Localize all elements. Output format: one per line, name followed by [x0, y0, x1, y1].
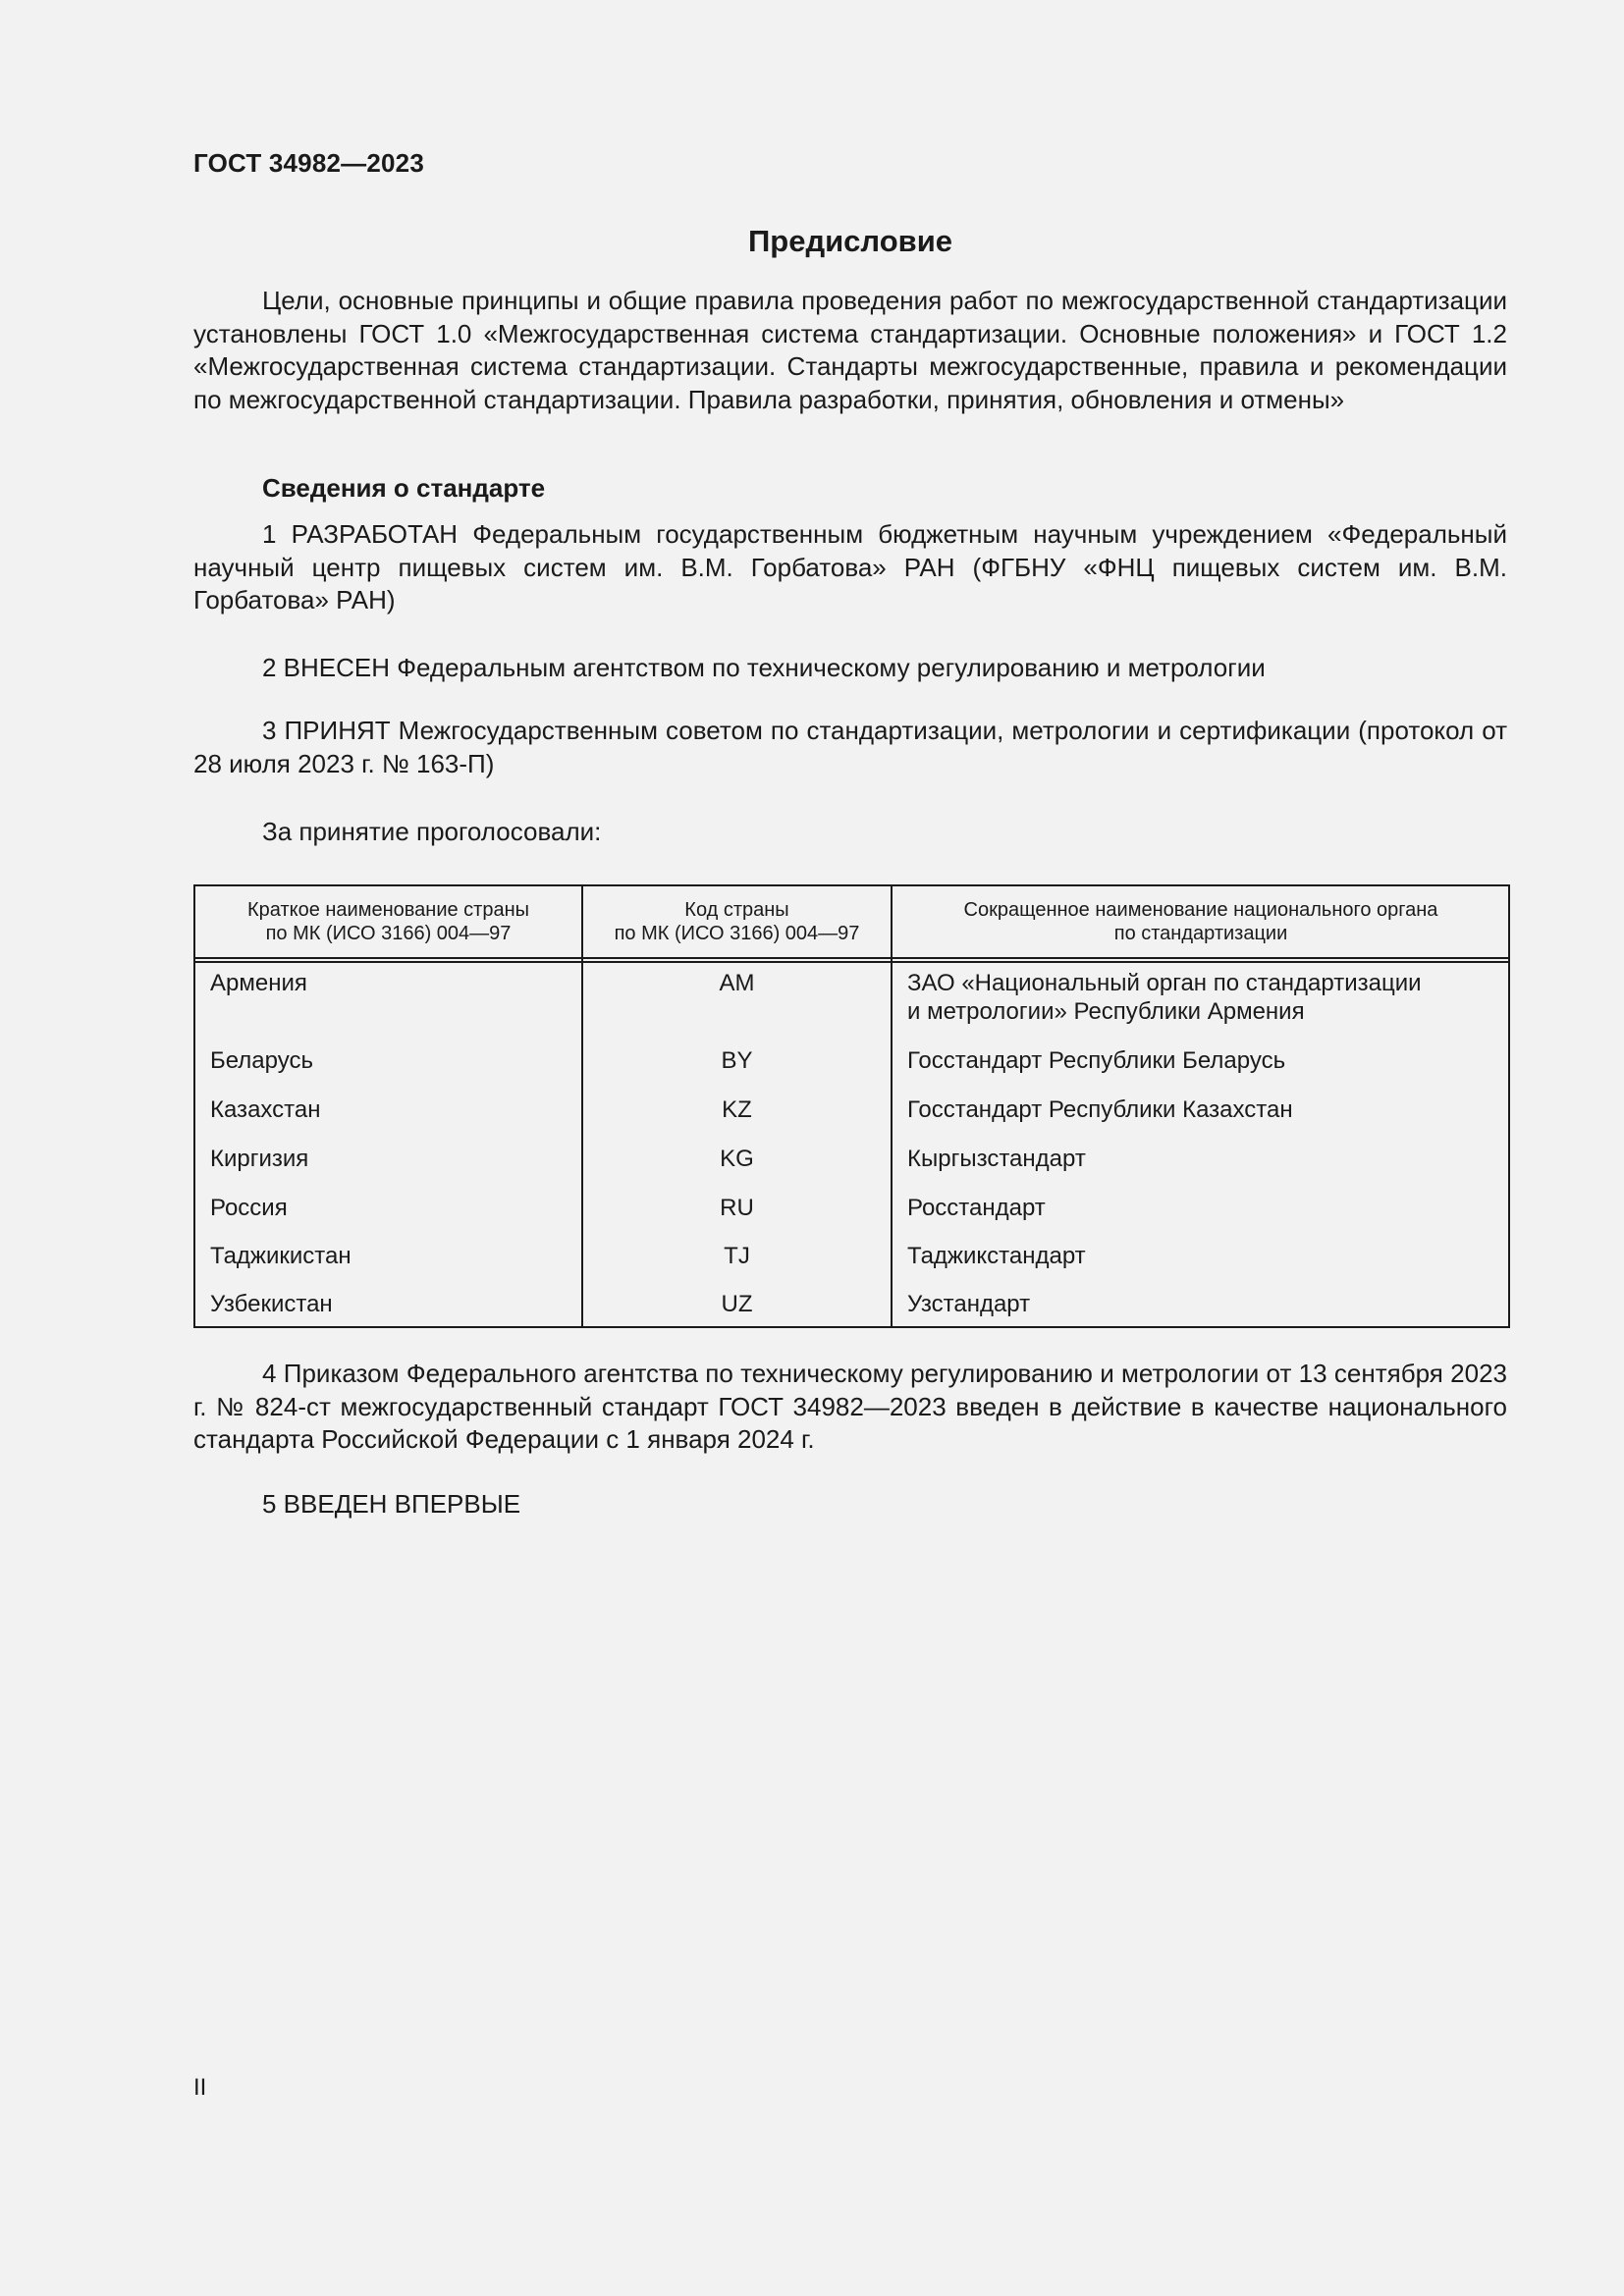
- header-country-code-line2: по МК (ИСО 3166) 004—97: [614, 923, 860, 944]
- table-cell-code: KZ: [722, 1096, 752, 1123]
- table-cell-body-line2: и метрологии» Республики Армения: [907, 998, 1305, 1025]
- table-cell-body: Росстандарт: [907, 1195, 1046, 1221]
- table-cell-body: Таджикстандарт: [907, 1243, 1086, 1269]
- table-cell-body: Кыргызстандарт: [907, 1146, 1086, 1172]
- header-national-body-line1: Сокращенное наименование национального органа: [963, 899, 1438, 921]
- table-cell-country: Беларусь: [210, 1047, 313, 1074]
- table-cell-country: Россия: [210, 1195, 288, 1221]
- table-cell-body: Госстандарт Республики Казахстан: [907, 1096, 1293, 1123]
- table-cell-body: Госстандарт Республики Беларусь: [907, 1047, 1286, 1074]
- header-national-body-line2: по стандартизации: [1113, 923, 1288, 944]
- item-3-paragraph: 3 ПРИНЯТ Межгосударственным советом по стандартизации, метрологии и сертификации (протокол от 28 июля 2023 г. № 163-П): [193, 716, 1507, 778]
- table-cell-code: TJ: [724, 1243, 750, 1269]
- info-heading: Сведения о стандарте: [262, 473, 546, 503]
- table-cell-country: Казахстан: [210, 1096, 321, 1123]
- table-cell-code: AM: [719, 970, 755, 996]
- header-country-name: [195, 898, 581, 945]
- page-number: II: [193, 2074, 207, 2101]
- table-cell-country: Таджикистан: [210, 1243, 352, 1269]
- table-cell-code: UZ: [721, 1291, 753, 1317]
- voted-label: За принятие проголосовали:: [262, 817, 602, 846]
- header-country-name-line1: Краткое наименование страны: [246, 899, 530, 921]
- table-cell-body-line1: ЗАО «Национальный орган по стандартизации: [907, 970, 1422, 996]
- item-4-paragraph: 4 Приказом Федерального агентства по техническому регулированию и метрологии от 13 сентября 2023 г. № 824-ст межгосударственный стандарт ГОСТ 34982—2023 введен в действие в качестве национального стандарта Российской Федерации с 1 января 2024 г.: [193, 1359, 1507, 1454]
- table-cell-country: Армения: [210, 970, 307, 996]
- table-cell-body: Узстандарт: [907, 1291, 1031, 1317]
- intro-paragraph: Цели, основные принципы и общие правила проведения работ по межгосударственной стандартизации установлены ГОСТ 1.0 «Межгосударственная система стандартизации. Основные положения» и ГОСТ 1.2 «Межгосударственная система стандартизации. Стандарты межгосударственные, правила и рекомендации по межгосударственной стандартизации. Правила разработки, принятия, обновления и отмены»: [193, 286, 1507, 414]
- table-cell-code: BY: [721, 1047, 753, 1074]
- header-country-code-line1: Код страны: [684, 899, 789, 921]
- page-title: Предисловие: [747, 224, 952, 258]
- item-2-paragraph: 2 ВНЕСЕН Федеральным агентством по техническому регулированию и метрологии: [262, 653, 1266, 682]
- column-divider: [891, 886, 893, 1326]
- item-5-paragraph: 5 ВВЕДЕН ВПЕРВЫЕ: [262, 1489, 521, 1519]
- voting-table: [193, 884, 1510, 1328]
- table-cell-country: Киргизия: [210, 1146, 309, 1172]
- table-cell-code: KG: [720, 1146, 754, 1172]
- header-country-code: [583, 898, 891, 945]
- table-cell-body: [907, 969, 1422, 1026]
- header-country-name-line2: по МК (ИСО 3166) 004—97: [265, 923, 512, 944]
- document-code: ГОСТ 34982—2023: [193, 148, 424, 178]
- header-national-body: [893, 898, 1509, 945]
- table-cell-code: RU: [720, 1195, 754, 1221]
- table-cell-country: Узбекистан: [210, 1291, 333, 1317]
- item-1-paragraph: 1 РАЗРАБОТАН Федеральным государственным бюджетным научным учреждением «Федеральный научный центр пищевых систем им. В.М. Горбатова» РАН (ФГБНУ «ФНЦ пищевых систем им. В.М. Горбатова» РАН): [193, 519, 1507, 614]
